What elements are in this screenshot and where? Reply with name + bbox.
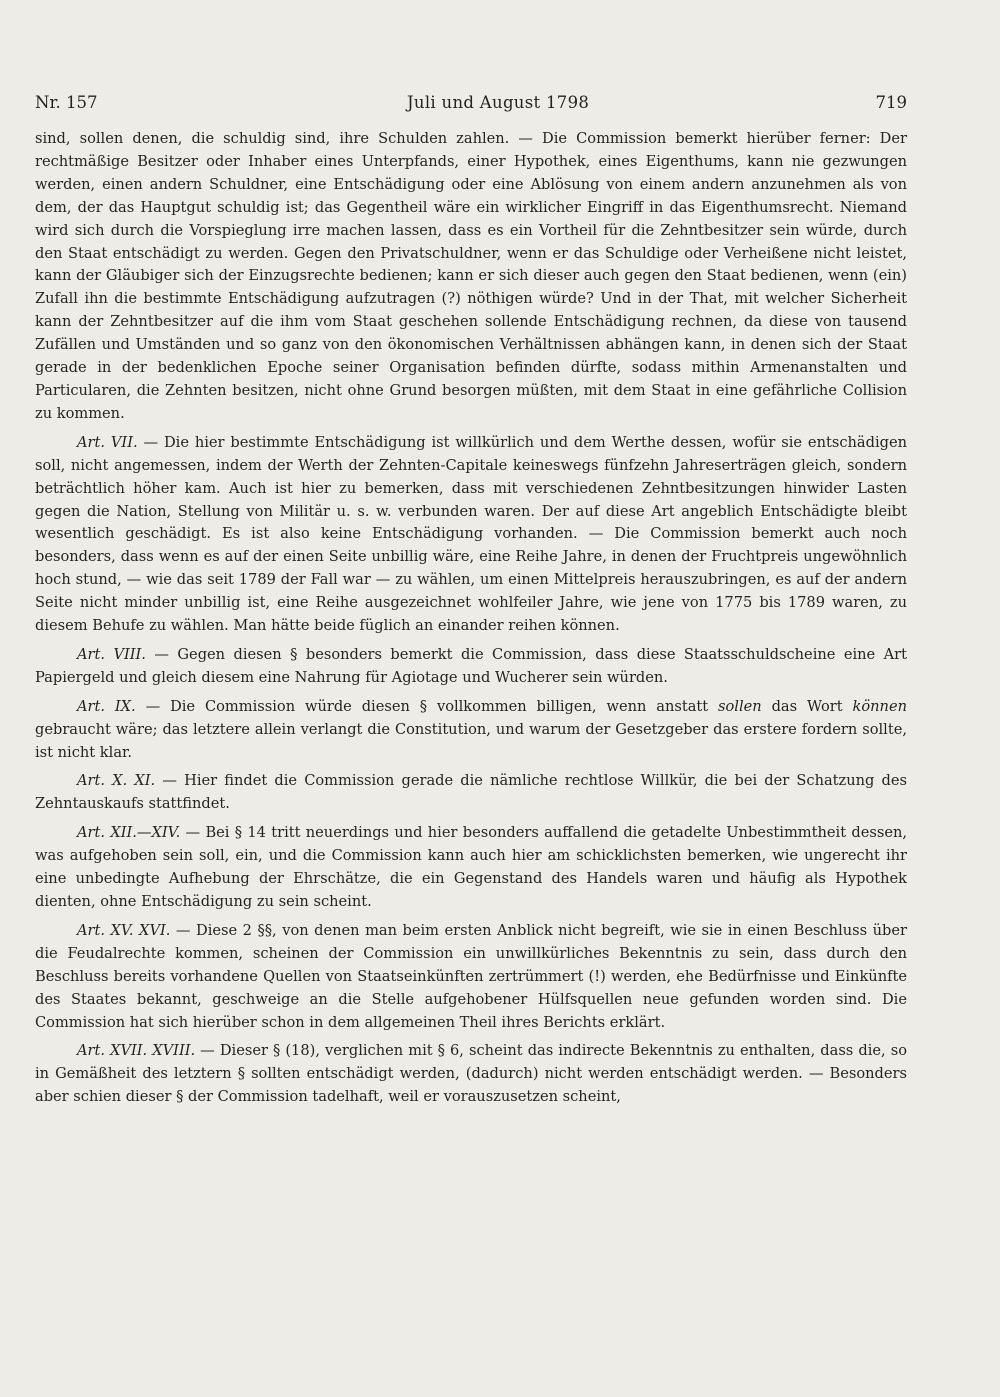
paragraph-text: sind, sollen denen, die schuldig sind, ihre Schulden zahlen. — Die Commission bemerkt hierüber ferner: Der rechtmäßige Besitzer oder Inhaber eines Unterpfands, einer Hypothek, eines Eigenthums, kann nie gezwungen werden, einen andern Schuldner, eine Entschädigung oder eine Ablösung von einem andern anzunehmen als von dem, der das Hauptgut schuldig ist; das Gegentheil wäre ein wirklicher Eingriff in das Eigenthumsrecht. Niemand wird sich durch die Vorspieglung irre machen lassen, dass es ein Vortheil für die Zehntbesitzer sein würde, durch den Staat entschädigt zu werden. Gegen den Privatschuldner, wenn er das Schuldige oder Verheißene nicht leistet, kann der Gläubiger sich der Einzugsrechte bedienen; kann er sich dieser auch gegen den Staat bedienen, wenn (ein) Zufall ihn die bestimmte Entschädigung aufzutragen (?) nöthigen würde? Und in der That, mit welcher Sicherheit kann der Zehntbesitzer auf die ihm vom Staat geschehen sollende Entschädigung rechnen, da diese von tausend Zufällen und Umständen und so ganz von den ökonomischen Verhältnissen abhängen kann, in denen sich der Staat gerade in der bedenklichen Epoche seiner Organisation befinden dürfte, sodass mithin Armenanstalten und Particularen, die Zehnten besitzen, nicht ohne Grund besorgen müßten, mit dem Staat in eine gefährliche Collision zu kommen. [35, 130, 907, 422]
paragraph-art-vii [35, 432, 907, 638]
article-label: Art. IX. [77, 697, 136, 715]
paragraph-text: — Gegen diesen § besonders bemerkt die Commission, dass diese Staatsschuldscheine eine Art Papiergeld und gleich diesem eine Nahrung für Agiotage und Wucherer sein würden. [35, 645, 907, 686]
paragraph-text: — Bei § 14 tritt neuerdings und hier besonders auffallend die getadelte Unbestimmtheit dessen, was aufgehoben sein soll, ein, und die Commission kann auch hier am schicklichsten bemerken, wie ungerecht ihr eine unbedingte Aufhebung der Ehrschätze, die ein Gegenstand des Handels waren und häufig als Hypothek dienten, ohne Entschädigung zu sein scheint. [35, 824, 907, 910]
paragraph-text: — Diese 2 §§, von denen man beim ersten Anblick nicht begreift, wie sie in einen Beschluss über die Feudalrechte kommen, scheinen der Commission ein unwillkürliches Bekenntnis zu sein, dass durch den Beschluss bereits vorhandene Quellen von Staatseinkünften zertrümmert (!) werden, ehe Bedürfnisse und Einkünfte des Staates bekannt, geschweige an die Stelle aufgehobener Hülfsquellen neue gefunden worden sind. Die Commission hat sich hierüber schon in dem allgemeinen Theil ihres Berichts erklärt. [35, 921, 907, 1031]
paragraph-art-xii-xiv [35, 822, 907, 914]
paragraph-text: gebraucht wäre; das letztere allein verlangt die Constitution, und warum der Gesetzgeber das erstere fordern sollte, ist nicht klar. [35, 720, 907, 761]
paragraph-intro [35, 128, 907, 426]
article-label: Art. X. XI. [77, 772, 156, 790]
document-number: Nr. 157 [35, 93, 98, 112]
article-label: Art. XV. XVI. [77, 921, 171, 939]
article-label: Art. XII.—XIV. [77, 824, 181, 842]
emphasized-word: sollen [718, 697, 762, 715]
paragraph-art-x-xi [35, 770, 907, 816]
paragraph-text: — Dieser § (18), verglichen mit § 6, scheint das indirecte Bekenntnis zu enthalten, dass die, so in Gemäßheit des letztern § sollten entschädigt werden, (dadurch) nicht werden entschädigt werden. — Besonders aber schien dieser § der Commission tadelhaft, weil er vorauszusetzen scheint, [35, 1042, 907, 1106]
page-header [35, 91, 907, 115]
paragraph-text: — Die hier bestimmte Entschädigung ist willkürlich und dem Werthe dessen, wofür sie entschädigen soll, nicht angemessen, indem der Werth der Zehnten-Capitale keineswegs fünfzehn Jahreserträgen gleich, sondern beträchtlich höher kam. Auch ist hier zu bemerken, dass mit verschiedenen Zehntbesitzungen hinwider Lasten gegen die Nation, Stellung von Militär u. s. w. verbunden waren. Der auf diese Art angeblich Entschädigte bleibt wesentlich geschädigt. Es ist also keine Entschädigung vorhanden. — Die Commission bemerkt auch noch besonders, dass wenn es auf der einen Seite unbillig wäre, eine Reihe Jahre, in denen der Fruchtpreis ungewöhnlich hoch stund, — wie das seit 1789 der Fall war — zu wählen, um einen Mittelpreis herauszubringen, es auf der andern Seite nicht minder unbillig ist, eine Reihe ausgezeichnet wohlfeiler Jahre, wie jene von 1775 bis 1789 waren, zu diesem Behufe zu wählen. Man hätte beide füglich an einander reihen können. [35, 433, 907, 635]
page-number: 719 [875, 93, 907, 112]
article-label: Art. VIII. [77, 645, 146, 663]
paragraph-art-xv-xvi [35, 920, 907, 1035]
paragraph-text: das Wort [761, 697, 853, 715]
paragraph-art-ix [35, 696, 907, 765]
paragraph-text: — Die Commission würde diesen § vollkommen billigen, wenn anstatt [135, 697, 719, 715]
article-label: Art. XVII. XVIII. [77, 1042, 196, 1060]
emphasized-word: können [852, 697, 907, 715]
paragraph-text: — Hier findet die Commission gerade die nämliche rechtlose Willkür, die bei der Schatzung des Zehntauskaufs stattfindet. [35, 772, 907, 813]
paragraph-art-viii [35, 644, 907, 690]
date-heading: Juli und August 1798 [407, 93, 590, 112]
page-body [35, 128, 907, 1109]
paragraph-art-xvii-xviii [35, 1040, 907, 1109]
article-label: Art. VII. [77, 433, 138, 451]
